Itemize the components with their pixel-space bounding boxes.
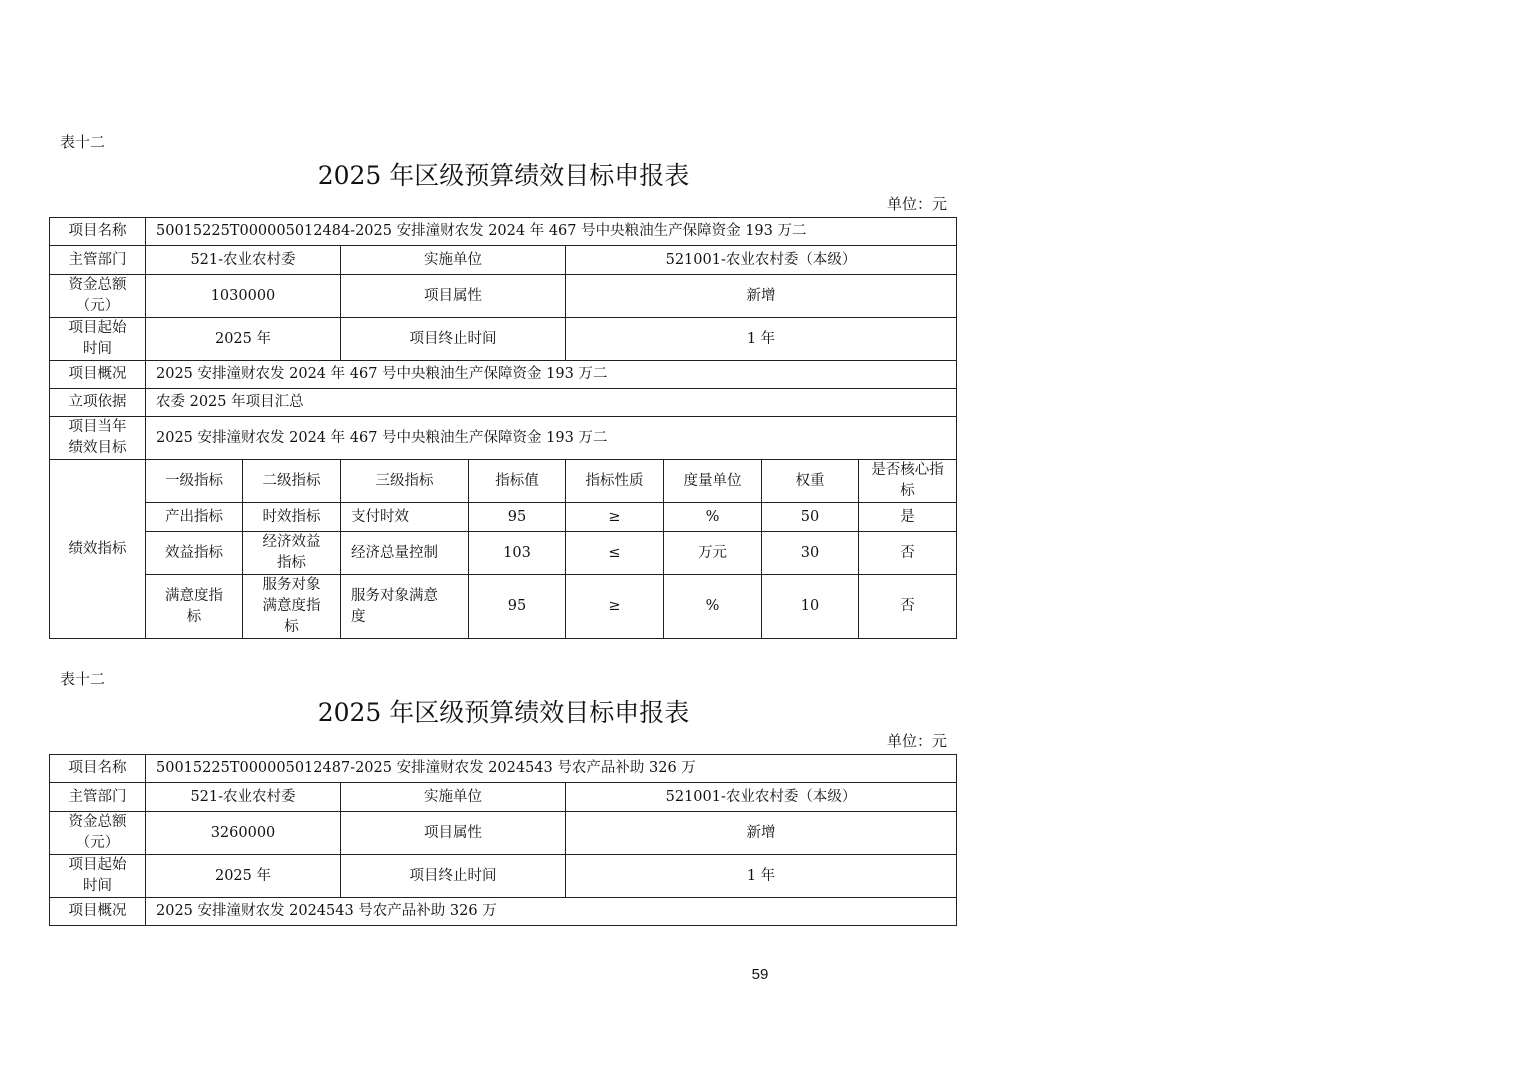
- indicator-weight: 30: [762, 532, 859, 575]
- start-label: 项目起始 时间: [50, 318, 146, 361]
- basis-value: 农委 2025 年项目汇总: [146, 389, 957, 417]
- budget-performance-table: [49, 754, 957, 926]
- table-row: [50, 575, 957, 639]
- indicator-nature: ≤: [566, 532, 664, 575]
- indicator-header: 三级指标: [341, 460, 469, 503]
- project-name-label: 项目名称: [50, 218, 146, 246]
- basis-label: 立项依据: [50, 389, 146, 417]
- dept-value: 521-农业农村委: [146, 783, 341, 812]
- fund-label: 资金总额 （元）: [50, 812, 146, 855]
- indicator-header: 是否核心指标: [859, 460, 957, 503]
- impl-unit-value: 521001-农业农村委（本级）: [566, 246, 957, 275]
- indicator-value: 103: [469, 532, 566, 575]
- overview-value: 2025 安排潼财农发 2024543 号农产品补助 326 万: [146, 898, 957, 926]
- fund-value: 1030000: [146, 275, 341, 318]
- table-label: 表十二: [60, 670, 106, 688]
- table-row: [50, 532, 957, 575]
- indicator-unit: %: [664, 575, 762, 639]
- overview-value: 2025 安排潼财农发 2024 年 467 号中央粮油生产保障资金 193 万二: [146, 361, 957, 389]
- end-label: 项目终止时间: [341, 318, 566, 361]
- indicator-l1: 满意度指标: [146, 575, 243, 639]
- fund-value: 3260000: [146, 812, 341, 855]
- impl-unit-label: 实施单位: [341, 246, 566, 275]
- goal-value: 2025 安排潼财农发 2024 年 467 号中央粮油生产保障资金 193 万二: [146, 417, 957, 460]
- unit-label: 单位：元: [886, 732, 947, 750]
- start-label: 项目起始 时间: [50, 855, 146, 898]
- indicator-unit: 万元: [664, 532, 762, 575]
- project-name-label: 项目名称: [50, 755, 146, 783]
- indicator-l2: 经济效益指标: [243, 532, 341, 575]
- fund-label: 资金总额 （元）: [50, 275, 146, 318]
- dept-label: 主管部门: [50, 246, 146, 275]
- indicator-l2: 时效指标: [243, 503, 341, 532]
- page-title: 2025 年区级预算绩效目标申报表: [317, 698, 690, 727]
- indicator-l3: 支付时效: [341, 503, 469, 532]
- project-name-value: 50015225T000005012487-2025 安排潼财农发 2024543 号农产品补助 326 万: [146, 755, 957, 783]
- overview-label: 项目概况: [50, 361, 146, 389]
- impl-unit-value: 521001-农业农村委（本级）: [566, 783, 957, 812]
- attr-value: 新增: [566, 275, 957, 318]
- end-value: 1 年: [566, 855, 957, 898]
- indicator-header: 一级指标: [146, 460, 243, 503]
- indicator-l1: 产出指标: [146, 503, 243, 532]
- indicator-weight: 10: [762, 575, 859, 639]
- indicator-core: 否: [859, 575, 957, 639]
- impl-unit-label: 实施单位: [341, 783, 566, 812]
- end-label: 项目终止时间: [341, 855, 566, 898]
- dept-value: 521-农业农村委: [146, 246, 341, 275]
- indicator-unit: %: [664, 503, 762, 532]
- start-value: 2025 年: [146, 855, 341, 898]
- indicator-l3: 经济总量控制: [341, 532, 469, 575]
- indicator-weight: 50: [762, 503, 859, 532]
- indicator-nature: ≥: [566, 503, 664, 532]
- indicator-core: 否: [859, 532, 957, 575]
- page-title: 2025 年区级预算绩效目标申报表: [317, 161, 690, 190]
- indicator-header: 二级指标: [243, 460, 341, 503]
- indicator-header: 指标性质: [566, 460, 664, 503]
- overview-label: 项目概况: [50, 898, 146, 926]
- indicator-l2: 服务对象满意度指标: [243, 575, 341, 639]
- indicators-label: 绩效指标: [50, 460, 146, 639]
- end-value: 1 年: [566, 318, 957, 361]
- attr-value: 新增: [566, 812, 957, 855]
- attr-label: 项目属性: [341, 275, 566, 318]
- indicator-header: 指标值: [469, 460, 566, 503]
- indicator-l3: 服务对象满意度: [341, 575, 469, 639]
- table-label: 表十二: [60, 133, 106, 151]
- attr-label: 项目属性: [341, 812, 566, 855]
- start-value: 2025 年: [146, 318, 341, 361]
- table-row: [50, 503, 957, 532]
- indicator-header: 度量单位: [664, 460, 762, 503]
- budget-performance-table: [49, 217, 957, 639]
- indicator-value: 95: [469, 575, 566, 639]
- unit-label: 单位：元: [886, 195, 947, 213]
- project-name-value: 50015225T000005012484-2025 安排潼财农发 2024 年 467 号中央粮油生产保障资金 193 万二: [146, 218, 957, 246]
- goal-label: 项目当年 绩效目标: [50, 417, 146, 460]
- page-number: 59: [751, 966, 769, 983]
- indicator-value: 95: [469, 503, 566, 532]
- indicator-core: 是: [859, 503, 957, 532]
- dept-label: 主管部门: [50, 783, 146, 812]
- indicator-header: 权重: [762, 460, 859, 503]
- indicator-l1: 效益指标: [146, 532, 243, 575]
- indicator-nature: ≥: [566, 575, 664, 639]
